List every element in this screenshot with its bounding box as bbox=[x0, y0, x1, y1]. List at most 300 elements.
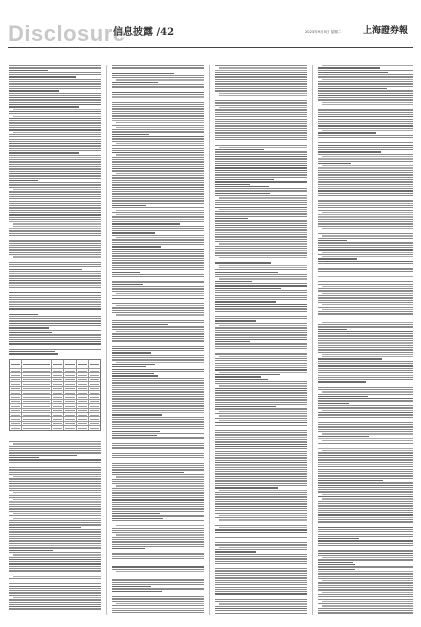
text-line bbox=[9, 524, 101, 525]
text-line bbox=[318, 405, 413, 406]
text-line bbox=[322, 557, 413, 558]
text-line bbox=[215, 591, 307, 592]
text-line bbox=[215, 130, 307, 131]
text-line bbox=[318, 121, 413, 122]
text-line bbox=[215, 517, 307, 518]
text-line bbox=[318, 210, 413, 211]
text-line bbox=[318, 576, 413, 577]
text-line bbox=[318, 276, 413, 277]
text-line bbox=[318, 365, 413, 366]
text-line bbox=[112, 265, 204, 266]
text-line bbox=[112, 164, 204, 165]
text-line bbox=[215, 453, 307, 454]
text-line bbox=[9, 266, 101, 267]
text-line bbox=[112, 329, 204, 330]
text-line bbox=[219, 547, 307, 548]
text-line bbox=[219, 603, 307, 604]
text-line bbox=[322, 156, 413, 157]
text-line bbox=[318, 123, 413, 124]
text-line bbox=[318, 431, 413, 432]
text-line bbox=[215, 448, 307, 449]
text-line bbox=[318, 610, 413, 611]
text-line bbox=[318, 181, 413, 182]
text-line bbox=[215, 432, 307, 433]
text-line bbox=[318, 417, 413, 418]
text-line bbox=[112, 424, 204, 425]
text-line bbox=[215, 561, 307, 562]
text-line bbox=[112, 92, 204, 93]
text-line bbox=[112, 65, 204, 66]
table-cell bbox=[64, 360, 76, 368]
text-line bbox=[318, 585, 413, 586]
text-line bbox=[9, 341, 101, 342]
text-line bbox=[9, 122, 101, 123]
text-line bbox=[112, 394, 204, 395]
text-line bbox=[219, 95, 307, 96]
text-line bbox=[9, 570, 101, 571]
text-line bbox=[215, 163, 307, 164]
text-line bbox=[215, 139, 307, 140]
text-line bbox=[215, 544, 307, 545]
text-line bbox=[219, 411, 307, 412]
text-line bbox=[9, 522, 101, 523]
text-line bbox=[215, 295, 307, 296]
table-cell bbox=[10, 369, 22, 372]
text-line bbox=[318, 268, 413, 269]
text-line bbox=[215, 392, 307, 393]
text-line bbox=[318, 226, 413, 227]
table-cell bbox=[77, 369, 89, 372]
text-line bbox=[318, 295, 413, 296]
text-line bbox=[318, 172, 413, 173]
table-cell bbox=[64, 382, 76, 385]
text-line bbox=[112, 373, 154, 374]
text-line bbox=[9, 214, 101, 215]
text-column-1 bbox=[9, 65, 101, 615]
text-line bbox=[215, 283, 307, 284]
text-line bbox=[9, 125, 101, 126]
table-cell bbox=[22, 395, 52, 398]
text-line bbox=[318, 545, 413, 546]
table-cell bbox=[77, 413, 89, 416]
text-line bbox=[116, 534, 204, 535]
table-cell bbox=[77, 422, 89, 425]
text-line bbox=[215, 369, 307, 370]
text-line bbox=[318, 195, 413, 196]
text-line bbox=[9, 590, 101, 591]
text-line bbox=[9, 334, 101, 335]
table-cell bbox=[52, 387, 64, 390]
table-cell bbox=[89, 373, 100, 376]
table-cell bbox=[64, 387, 76, 390]
text-line bbox=[9, 164, 101, 165]
text-line bbox=[318, 462, 413, 463]
text-line bbox=[215, 216, 307, 217]
text-line bbox=[215, 74, 307, 75]
text-column-3 bbox=[215, 65, 307, 615]
text-line bbox=[112, 291, 204, 292]
text-line bbox=[112, 111, 204, 112]
text-line bbox=[112, 246, 161, 247]
text-line bbox=[215, 213, 307, 214]
text-line bbox=[112, 532, 204, 533]
text-line bbox=[9, 462, 101, 463]
text-line bbox=[318, 132, 376, 133]
text-line bbox=[215, 123, 307, 124]
text-line bbox=[215, 485, 307, 486]
text-line bbox=[112, 336, 204, 337]
text-line bbox=[9, 134, 101, 135]
text-line bbox=[215, 374, 280, 375]
text-line bbox=[9, 187, 101, 188]
text-line bbox=[219, 67, 307, 68]
text-line bbox=[215, 460, 307, 461]
text-line bbox=[112, 483, 204, 484]
text-line bbox=[215, 556, 307, 557]
text-line bbox=[318, 302, 413, 303]
text-line bbox=[9, 599, 101, 600]
text-line bbox=[215, 337, 307, 338]
text-line bbox=[318, 86, 413, 87]
text-line bbox=[112, 490, 204, 491]
text-line bbox=[9, 104, 101, 105]
text-line bbox=[9, 327, 49, 328]
text-line bbox=[215, 471, 307, 472]
text-line bbox=[112, 504, 204, 505]
text-line bbox=[215, 554, 307, 555]
text-line bbox=[112, 67, 204, 68]
text-line bbox=[318, 97, 413, 98]
text-line bbox=[322, 322, 413, 323]
text-line bbox=[112, 303, 204, 304]
text-line bbox=[13, 116, 101, 117]
text-line bbox=[318, 512, 413, 513]
text-line bbox=[9, 65, 101, 66]
text-line bbox=[112, 239, 204, 240]
text-line bbox=[215, 379, 268, 380]
text-line bbox=[318, 258, 357, 259]
text-line bbox=[9, 118, 101, 119]
text-line bbox=[318, 311, 413, 312]
text-line bbox=[112, 530, 204, 531]
text-line bbox=[318, 219, 413, 220]
text-line bbox=[112, 433, 204, 434]
text-line bbox=[13, 513, 101, 514]
table-cell bbox=[89, 422, 100, 425]
masthead bbox=[0, 0, 421, 48]
text-line bbox=[322, 580, 413, 581]
text-line bbox=[215, 508, 307, 509]
text-line bbox=[215, 232, 307, 233]
text-line bbox=[9, 527, 81, 528]
text-line bbox=[318, 205, 413, 206]
text-line bbox=[215, 119, 307, 120]
text-line bbox=[116, 314, 204, 315]
text-line bbox=[318, 377, 413, 378]
table-cell bbox=[64, 373, 76, 376]
text-line bbox=[215, 207, 307, 208]
table-cell bbox=[64, 404, 76, 407]
text-line bbox=[215, 323, 307, 324]
table-cell bbox=[77, 409, 89, 412]
text-line bbox=[9, 67, 101, 68]
text-line bbox=[215, 193, 270, 194]
text-line bbox=[9, 81, 101, 82]
text-line bbox=[112, 443, 204, 444]
text-line bbox=[112, 161, 204, 162]
text-line bbox=[215, 218, 248, 219]
text-line bbox=[112, 219, 204, 220]
text-line bbox=[9, 529, 101, 530]
text-line bbox=[9, 349, 101, 350]
text-line bbox=[215, 330, 307, 331]
text-line bbox=[9, 184, 101, 185]
text-line bbox=[112, 455, 204, 456]
text-line bbox=[112, 96, 204, 97]
text-line bbox=[112, 182, 204, 183]
text-line bbox=[215, 79, 307, 80]
text-line bbox=[322, 450, 413, 451]
text-line bbox=[215, 137, 307, 138]
text-line bbox=[112, 104, 204, 105]
text-line bbox=[215, 100, 307, 101]
text-line bbox=[9, 563, 101, 564]
text-line bbox=[215, 86, 307, 87]
text-line bbox=[215, 402, 307, 403]
text-line bbox=[318, 261, 413, 262]
text-line bbox=[215, 467, 307, 468]
text-line bbox=[318, 478, 413, 479]
text-line bbox=[215, 177, 307, 178]
text-line bbox=[13, 499, 101, 500]
text-line bbox=[215, 506, 307, 507]
text-line bbox=[215, 334, 307, 335]
text-line bbox=[318, 501, 413, 502]
text-line bbox=[219, 325, 307, 326]
text-line bbox=[215, 241, 307, 242]
text-line bbox=[9, 141, 101, 142]
text-line bbox=[112, 479, 204, 480]
text-line bbox=[215, 529, 307, 530]
text-line bbox=[9, 70, 48, 71]
text-line bbox=[112, 403, 204, 404]
text-line bbox=[318, 99, 413, 100]
text-line bbox=[9, 568, 101, 569]
text-line bbox=[9, 485, 101, 486]
text-line bbox=[9, 102, 101, 103]
text-line bbox=[9, 79, 101, 80]
text-line bbox=[112, 108, 204, 109]
text-line bbox=[215, 464, 307, 465]
table-cell bbox=[52, 400, 64, 403]
text-line bbox=[112, 431, 160, 432]
text-line bbox=[9, 157, 101, 158]
text-line bbox=[318, 452, 413, 453]
text-line bbox=[318, 527, 413, 528]
text-line bbox=[215, 252, 307, 253]
table-cell bbox=[52, 373, 64, 376]
newspaper-logo: 上海證券報 bbox=[363, 26, 409, 36]
text-line bbox=[215, 360, 307, 361]
text-line bbox=[9, 182, 101, 183]
text-line bbox=[116, 79, 204, 80]
text-line bbox=[112, 269, 204, 270]
table-cell bbox=[10, 417, 22, 420]
text-line bbox=[9, 175, 101, 176]
text-line bbox=[112, 391, 204, 392]
text-line bbox=[112, 322, 204, 323]
text-line bbox=[9, 583, 101, 584]
text-line bbox=[13, 554, 101, 555]
text-line bbox=[219, 519, 307, 520]
text-line bbox=[9, 353, 58, 354]
text-line bbox=[215, 281, 252, 282]
text-line bbox=[318, 489, 413, 490]
text-line bbox=[215, 343, 307, 344]
text-line bbox=[215, 161, 307, 162]
text-line bbox=[9, 113, 101, 114]
text-line bbox=[9, 608, 101, 609]
column-1-lower-text bbox=[9, 441, 101, 611]
text-line bbox=[112, 364, 155, 365]
text-line bbox=[9, 488, 101, 489]
table-cell bbox=[64, 369, 76, 372]
text-line bbox=[215, 202, 307, 203]
text-line bbox=[112, 295, 204, 296]
text-line bbox=[215, 365, 307, 366]
text-line bbox=[9, 136, 101, 137]
table-cell bbox=[77, 395, 89, 398]
text-line bbox=[318, 119, 413, 120]
text-line bbox=[318, 342, 413, 343]
text-line bbox=[322, 293, 413, 294]
table-cell bbox=[10, 382, 22, 385]
text-line bbox=[9, 604, 101, 605]
text-line bbox=[9, 245, 101, 246]
table-cell bbox=[89, 409, 100, 412]
text-line bbox=[318, 573, 413, 574]
table-cell bbox=[77, 360, 89, 368]
text-line bbox=[318, 361, 413, 362]
text-line bbox=[112, 497, 204, 498]
text-line bbox=[112, 553, 204, 554]
text-line bbox=[318, 559, 413, 560]
text-line bbox=[112, 457, 204, 458]
text-line bbox=[318, 475, 413, 476]
text-line bbox=[215, 542, 307, 543]
text-line bbox=[112, 77, 204, 78]
text-line bbox=[9, 152, 79, 153]
text-line bbox=[112, 546, 204, 547]
paragraph-gap bbox=[112, 614, 204, 615]
text-line bbox=[116, 331, 204, 332]
text-line bbox=[215, 496, 307, 497]
text-line bbox=[215, 332, 307, 333]
text-line bbox=[215, 316, 307, 317]
text-line bbox=[112, 355, 204, 356]
text-line bbox=[219, 243, 307, 244]
text-line bbox=[215, 288, 281, 289]
text-line bbox=[9, 446, 101, 447]
text-line bbox=[9, 233, 101, 234]
text-line bbox=[215, 558, 307, 559]
text-line bbox=[215, 285, 307, 286]
text-line bbox=[112, 385, 204, 386]
text-line bbox=[318, 347, 413, 348]
text-line bbox=[112, 212, 204, 213]
text-line bbox=[9, 495, 101, 496]
text-line bbox=[318, 412, 413, 413]
text-line bbox=[9, 171, 101, 172]
text-line bbox=[215, 156, 307, 157]
text-line bbox=[215, 397, 307, 398]
text-line bbox=[318, 245, 413, 246]
text-line bbox=[9, 235, 101, 236]
text-line bbox=[318, 324, 413, 325]
text-line bbox=[9, 205, 101, 206]
table-cell bbox=[89, 417, 100, 420]
text-line bbox=[318, 81, 413, 82]
text-line bbox=[215, 181, 307, 182]
text-line bbox=[9, 247, 101, 248]
text-line bbox=[112, 382, 204, 383]
text-line bbox=[112, 157, 204, 158]
text-line bbox=[9, 515, 101, 516]
text-line bbox=[215, 65, 307, 66]
text-line bbox=[112, 437, 204, 438]
text-line bbox=[112, 326, 204, 327]
text-line bbox=[112, 267, 204, 268]
text-line bbox=[9, 595, 101, 596]
text-line bbox=[318, 398, 413, 399]
text-line bbox=[9, 194, 101, 195]
text-line bbox=[318, 372, 413, 373]
text-line bbox=[215, 390, 307, 391]
text-line bbox=[318, 114, 413, 115]
table-cell bbox=[89, 400, 100, 403]
text-line bbox=[9, 161, 101, 162]
text-line bbox=[9, 452, 101, 453]
text-line bbox=[112, 320, 204, 321]
text-line bbox=[9, 166, 101, 167]
text-line bbox=[215, 145, 307, 146]
text-line bbox=[215, 422, 307, 423]
table-cell bbox=[52, 404, 64, 407]
table-cell bbox=[89, 404, 100, 407]
text-line bbox=[215, 274, 307, 275]
text-line bbox=[112, 474, 204, 475]
text-line bbox=[9, 210, 101, 211]
text-line bbox=[112, 414, 162, 415]
text-line bbox=[219, 372, 307, 373]
text-line bbox=[215, 478, 307, 479]
text-line bbox=[112, 235, 204, 236]
text-line bbox=[112, 410, 204, 411]
text-line bbox=[318, 455, 413, 456]
text-line bbox=[116, 210, 204, 211]
text-line bbox=[9, 318, 101, 319]
text-line bbox=[318, 326, 413, 327]
table-cell bbox=[52, 422, 64, 425]
text-line bbox=[318, 174, 413, 175]
text-line bbox=[112, 539, 204, 540]
text-line bbox=[215, 90, 307, 91]
text-line bbox=[9, 448, 101, 449]
text-line bbox=[9, 76, 76, 77]
text-line bbox=[9, 478, 101, 479]
text-line bbox=[9, 455, 77, 456]
text-line bbox=[215, 358, 307, 359]
